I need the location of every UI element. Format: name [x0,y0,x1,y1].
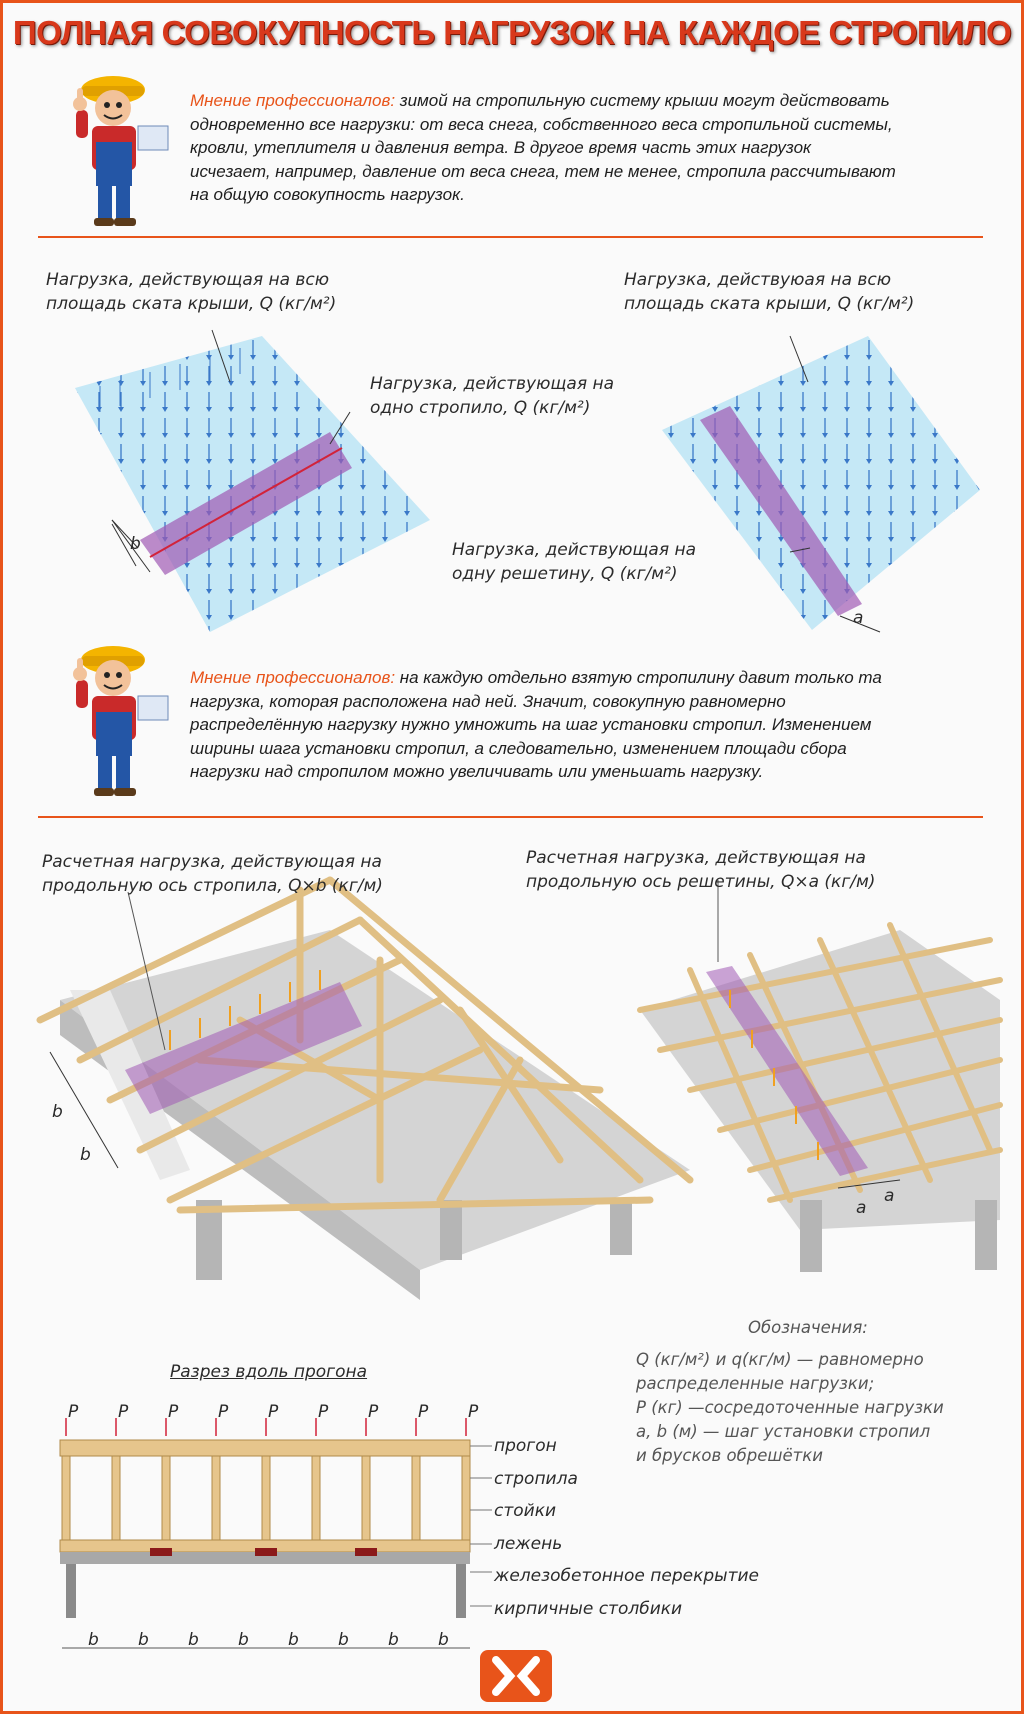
legend-title: Обозначения: [748,1318,868,1337]
note-line: кровли, утеплителя и давления ветра. В другое время часть этих нагрузок [190,138,812,157]
load-p-label: P [118,1402,129,1422]
note-line: зимой на стропильную систему крыши могут действовать [395,91,890,110]
note-line: ширины шага установки стропил, а следовательно, изменением площади сбора [190,738,847,758]
dim-b-label: b [388,1630,399,1650]
load-p-label: P [468,1402,479,1422]
dim-b-label: b [438,1630,449,1650]
dim-a-label: a [853,608,864,628]
part-label-pillars: кирпичные столбики [494,1598,683,1619]
dim-b-label: b [80,1145,91,1165]
part-label-posts: стойки [494,1501,557,1521]
note-line: на общую совокупность нагрузок. [190,185,465,204]
dim-b-label: b [238,1630,249,1650]
note-lead: Мнение профессионалов: [190,668,396,687]
label-line: площадь ската крыши, Q (кг/м²) [46,294,337,314]
dim-b-label: b [130,534,141,554]
load-p-label: P [268,1402,279,1422]
dim-b-label: b [338,1630,349,1650]
dim-b-label: b [88,1630,99,1650]
page-title: ПОЛНАЯ СОВОКУПНОСТЬ НАГРУЗОК НА КАЖДОЕ СТРОПИЛО [12,14,1012,51]
note-line: одновременно все нагрузки: от веса снега, собственного веса стропильной системы, [190,114,893,134]
dim-b-label: b [188,1630,199,1650]
legend-line: Q (кг/м²) и q(кг/м) — равномерно [636,1350,924,1369]
part-label-rafters: стропила [494,1468,578,1489]
label-line: одну решетину, Q (кг/м²) [452,564,678,584]
legend-line: распределенные нагрузки; [636,1374,875,1393]
label-line: Нагрузка, действующая на всю [46,270,330,290]
load-p-label: P [218,1402,229,1422]
load-p-label: P [68,1402,79,1422]
label-line: Нагрузка, действующая на [452,540,697,560]
label-line: Расчетная нагрузка, действующая на [526,848,866,868]
dim-b-label: b [138,1630,149,1650]
dim-b-label: b [52,1102,63,1122]
dim-b-label: b [288,1630,299,1650]
label-line: Нагрузка, действующая на [370,374,615,394]
dim-a-label: a [884,1186,895,1206]
label-line: площадь ската крыши, Q (кг/м²) [624,294,915,314]
part-label-slab: железобетонное перекрытие [494,1566,759,1586]
label-line: Нагрузка, действуюая на всю [624,270,892,290]
load-p-label: P [168,1402,179,1422]
note-line: нагрузки над стропилом можно увеличивать или уменьшать нагрузку. [190,762,764,781]
load-p-label: P [418,1402,429,1422]
part-label-sill: лежень [494,1533,563,1554]
label-line: Расчетная нагрузка, действующая на [42,852,382,872]
load-p-label: P [318,1402,329,1422]
legend-line: P (кг) —сосредоточенные нагрузки [636,1398,944,1417]
section-title: Разрез вдоль прогона [170,1362,368,1382]
part-label-purlin: прогон [494,1436,557,1456]
load-p-label: P [368,1402,379,1422]
label-line: продольную ось стропила, Q×b (кг/м) [42,876,383,896]
note-line: на каждую отдельно взятую стропилину давит только та [395,668,882,687]
dim-a-label: a [856,1198,867,1218]
note-lead: Мнение профессионалов: [190,91,396,110]
note-line: нагрузка, которая расположена над ней. Значит, совокупную равномерно [190,691,786,711]
note-line: распределённую нагрузку нужно умножить на шаг установки стропил. Изменением [190,715,872,734]
legend-line: a, b (м) — шаг установки стропил [636,1422,931,1441]
label-line: одно стропило, Q (кг/м²) [370,398,591,418]
note-line: исчезает, например, давление от веса снега, тем не менее, стропила рассчитывают [190,161,896,181]
label-line: продольную ось решетины, Q×a (кг/м) [526,872,876,892]
legend-line: и брусков обрешётки [636,1446,823,1465]
